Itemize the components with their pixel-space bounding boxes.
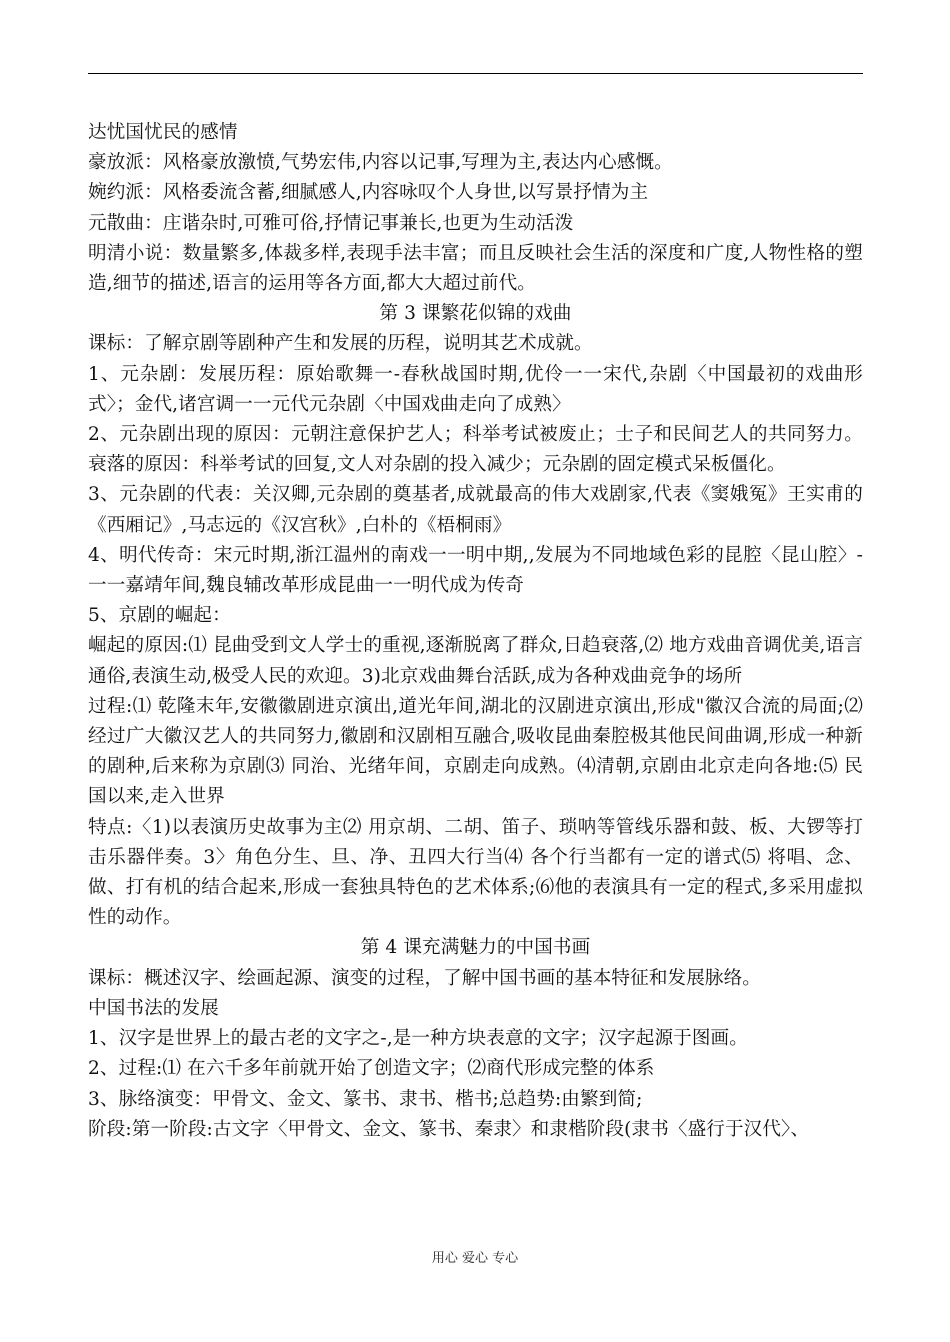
paragraph: 豪放派：风格豪放激愤,气势宏伟,内容以记事,写理为主,表达内心感慨。	[88, 152, 673, 174]
paragraph: 明清小说：数量繁多,体裁多样,表现手法丰富；而且反映社会生活的深度和广度,人物性格的塑造,细节的描述,语言的运用等各方面,都大大超过前代。	[88, 242, 863, 295]
paragraph: 1、汉字是世界上的最古老的文字之-,是一种方块表意的文字；汉字起源于图画。	[88, 1028, 748, 1050]
paragraph: 3、元杂剧的代表：关汉卿,元杂剧的奠基者,成就最高的伟大戏剧家,代表《窦娥冤》王实甫的《西厢记》,马志远的《汉宫秋》,白朴的《梧桐雨》	[88, 484, 863, 536]
paragraph: 婉约派：风格委流含蓄,细腻感人,内容咏叹个人身世,以写景抒情为主	[88, 182, 649, 204]
paragraph: 过程:⑴ 乾隆末年,安徽徽剧进京演出,道光年间,湖北的汉剧进京演出,形成"徽汉合流的局面;⑵ 经过广大徽汉艺人的共同努力,徽剧和汉剧相互融合,吸收昆曲秦腔极其他民间曲调,形成一种新的剧种,后来称为京剧⑶ 同治、光绪年间，京剧走向成熟。⑷清朝,京剧由北京走向各地:⑸ 民国以来,走入世界	[88, 695, 863, 808]
paragraph: 课标：了解京剧等剧种产生和发展的历程，说明其艺术成就。	[88, 333, 593, 355]
paragraph: 特点:〈1)以表演历史故事为主⑵ 用京胡、二胡、笛子、琐呐等管线乐器和鼓、板、大锣等打击乐器伴奏。3〉角色分生、旦、净、丑四大行当⑷ 各个行当都有一定的谱式⑸ 将唱、念、做、打有机的结合起来,形成一套独具特色的艺术体系;⑹他的表演具有一定的程式,多采用虚拟性的动作。	[88, 816, 863, 929]
page-footer: 用心 爱心 专心	[431, 1251, 519, 1266]
paragraph: 4、明代传奇：宋元时期,浙江温州的南戏一一明中期,,发展为不同地域色彩的昆腔〈昆山腔〉-一一嘉靖年间,魏良辅改革形成昆曲一一明代成为传奇	[88, 544, 863, 597]
section-title: 第 4 课充满魅力的中国书画	[360, 937, 591, 959]
paragraph: 元散曲：庄谐杂时,可雅可俗,抒情记事兼长,也更为生动活泼	[88, 212, 574, 234]
paragraph: 课标：概述汉字、绘画起源、演变的过程，了解中国书画的基本特征和发展脉络。	[88, 967, 761, 989]
paragraph: 2、过程:⑴ 在六千多年前就开始了创造文字；⑵商代形成完整的体系	[88, 1058, 655, 1080]
header-rule	[88, 73, 863, 74]
document-body	[88, 118, 863, 1145]
paragraph: 阶段:第一阶段:古文字〈甲骨文、金文、篆书、秦隶〉和隶楷阶段(隶书〈盛行于汉代〉、	[88, 1118, 810, 1140]
paragraph: 3、脉络演变：甲骨文、金文、篆书、隶书、楷书;总趋势:由繁到简;	[88, 1088, 643, 1110]
paragraph: 1、元杂剧：发展历程：原始歌舞一-春秋战国时期,优伶一一宋代,杂剧〈中国最初的戏曲形式〉；金代,诸宫调一一元代元杂剧〈中国戏曲走向了成熟〉	[88, 363, 863, 415]
paragraph: 2、元杂剧出现的原因：元朝注意保护艺人；科举考试被废止；士子和民间艺人的共同努力。衰落的原因：科举考试的回复,文人对杂剧的投入减少；元杂剧的固定模式呆板僵化。	[88, 424, 863, 476]
paragraph: 达忧国忧民的感情	[88, 122, 238, 143]
paragraph: 5、京剧的崛起：	[88, 605, 231, 627]
paragraph: 中国书法的发展	[88, 997, 219, 1019]
paragraph: 崛起的原因:⑴ 昆曲受到文人学士的重视,逐渐脱离了群众,日趋衰落,⑵ 地方戏曲音调优美,语言通俗,表演生动,极受人民的欢迎。3)北京戏曲舞台活跃,成为各种戏曲竞争的场所	[88, 635, 863, 687]
section-title: 第 3 课繁花似锦的戏曲	[379, 303, 572, 325]
